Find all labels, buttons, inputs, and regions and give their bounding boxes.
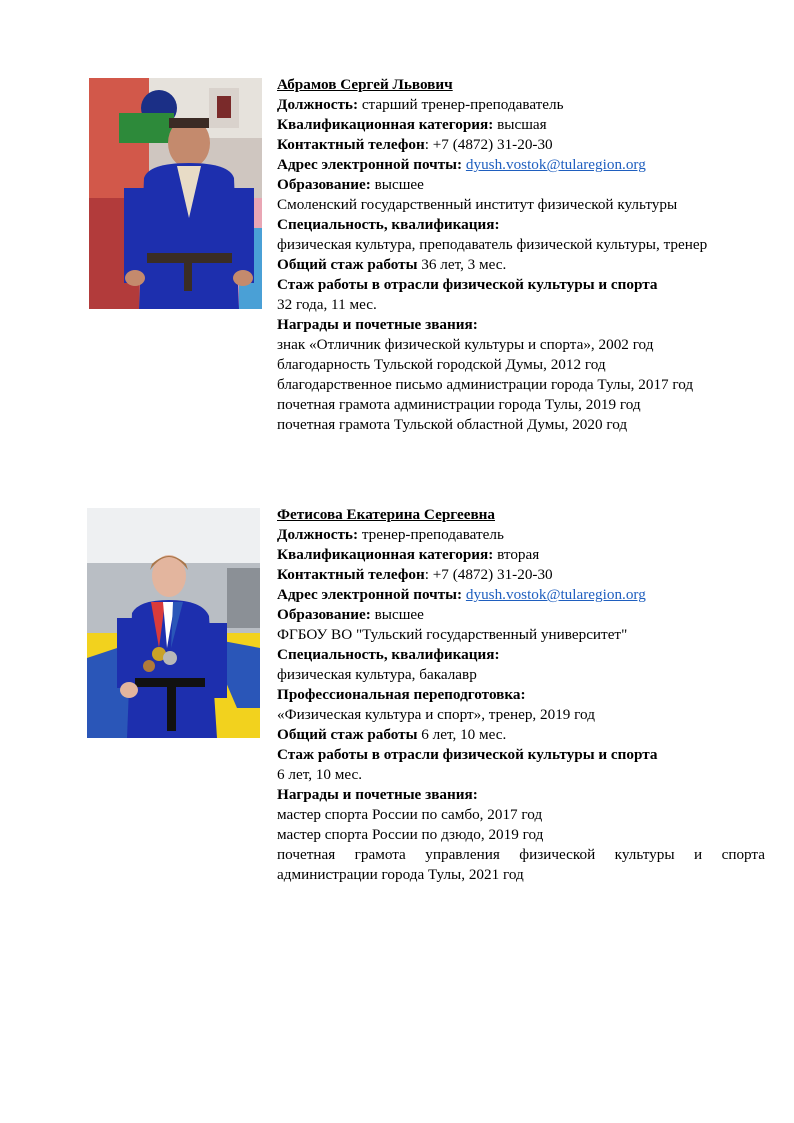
- award-item: мастер спорта России по дзюдо, 2019 год: [277, 826, 544, 843]
- education-label: Образование:: [277, 176, 371, 193]
- sport-exp-value: 6 лет, 10 мес.: [277, 766, 363, 783]
- person-name: Фетисова Екатерина Сергеевна: [277, 506, 496, 523]
- award-item: знак «Отличник физической культуры и спорта», 2002 год: [277, 336, 654, 353]
- retraining-label: Профессиональная переподготовка:: [277, 686, 526, 703]
- phone-label: Контактный телефон: [277, 136, 425, 153]
- institution: Смоленский государственный институт физической культуры: [277, 196, 678, 213]
- email-label: Адрес электронной почты:: [277, 156, 463, 173]
- total-exp-label: Общий стаж работы: [277, 256, 418, 273]
- education-row: [277, 605, 765, 625]
- phone-value: : +7 (4872) 31-20-30: [424, 566, 553, 583]
- phone-row: [277, 565, 765, 585]
- category-value: вторая: [493, 546, 540, 563]
- specialty-value: физическая культура, бакалавр: [277, 666, 477, 683]
- total-exp-row: [277, 725, 765, 745]
- award-item: почетная грамота управления физической культуры и спорта администрации города Тулы, 2021 год: [277, 846, 765, 883]
- portrait-image-1: [89, 78, 262, 309]
- email-label: Адрес электронной почты:: [277, 586, 463, 603]
- position-row: [277, 525, 765, 545]
- total-exp-value: 6 лет, 10 мес.: [417, 726, 507, 743]
- position-value: старший тренер-преподаватель: [358, 96, 564, 113]
- specialty-label: Специальность, квалификация:: [277, 216, 500, 233]
- award-item: почетная грамота администрации города Тулы, 2019 год: [277, 396, 641, 413]
- phone-value: : +7 (4872) 31-20-30: [424, 136, 553, 153]
- sport-exp-label: Стаж работы в отрасли физической культуры и спорта: [277, 746, 658, 763]
- category-label: Квалификационная категория:: [277, 116, 494, 133]
- education-label: Образование:: [277, 606, 371, 623]
- education-value: высшее: [370, 606, 424, 623]
- category-value: высшая: [493, 116, 547, 133]
- total-exp-row: [277, 255, 765, 275]
- position-row: [277, 95, 765, 115]
- position-value: тренер-преподаватель: [358, 526, 504, 543]
- education-row: [277, 175, 765, 195]
- email-link[interactable]: dyush.vostok@tularegion.org: [465, 586, 646, 603]
- portrait-image-2: [87, 508, 260, 738]
- email-row: [277, 155, 765, 175]
- specialty-label: Специальность, квалификация:: [277, 646, 500, 663]
- award-item: благодарственное письмо администрации города Тулы, 2017 год: [277, 376, 694, 393]
- retraining-value: «Физическая культура и спорт», тренер, 2019 год: [277, 706, 595, 723]
- award-item: почетная грамота Тульской областной Думы, 2020 год: [277, 416, 628, 433]
- person-name: Абрамов Сергей Львович: [277, 76, 453, 93]
- category-row: [277, 545, 765, 565]
- photo-fetisova: [87, 508, 260, 738]
- sport-exp-label: Стаж работы в отрасли физической культуры и спорта: [277, 276, 658, 293]
- position-label: Должность:: [277, 96, 359, 113]
- award-item: благодарность Тульской городской Думы, 2012 год: [277, 356, 606, 373]
- category-row: [277, 115, 765, 135]
- total-exp-label: Общий стаж работы: [277, 726, 418, 743]
- awards-label: Награды и почетные звания:: [277, 786, 478, 803]
- specialty-value: физическая культура, преподаватель физической культуры, тренер: [277, 236, 708, 253]
- photo-abramov: [89, 78, 262, 309]
- email-row: [277, 585, 765, 605]
- sport-exp-value: 32 года, 11 мес.: [277, 296, 377, 313]
- total-exp-value: 36 лет, 3 мес.: [417, 256, 507, 273]
- awards-label: Награды и почетные звания:: [277, 316, 478, 333]
- email-link[interactable]: dyush.vostok@tularegion.org: [465, 156, 646, 173]
- position-label: Должность:: [277, 526, 359, 543]
- education-value: высшее: [370, 176, 424, 193]
- award-item: мастер спорта России по самбо, 2017 год: [277, 806, 543, 823]
- profile-fetisova: [277, 505, 765, 885]
- phone-label: Контактный телефон: [277, 566, 425, 583]
- institution: ФГБОУ ВО "Тульский государственный университет": [277, 626, 628, 643]
- phone-row: [277, 135, 765, 155]
- profile-abramov: [277, 75, 765, 435]
- category-label: Квалификационная категория:: [277, 546, 494, 563]
